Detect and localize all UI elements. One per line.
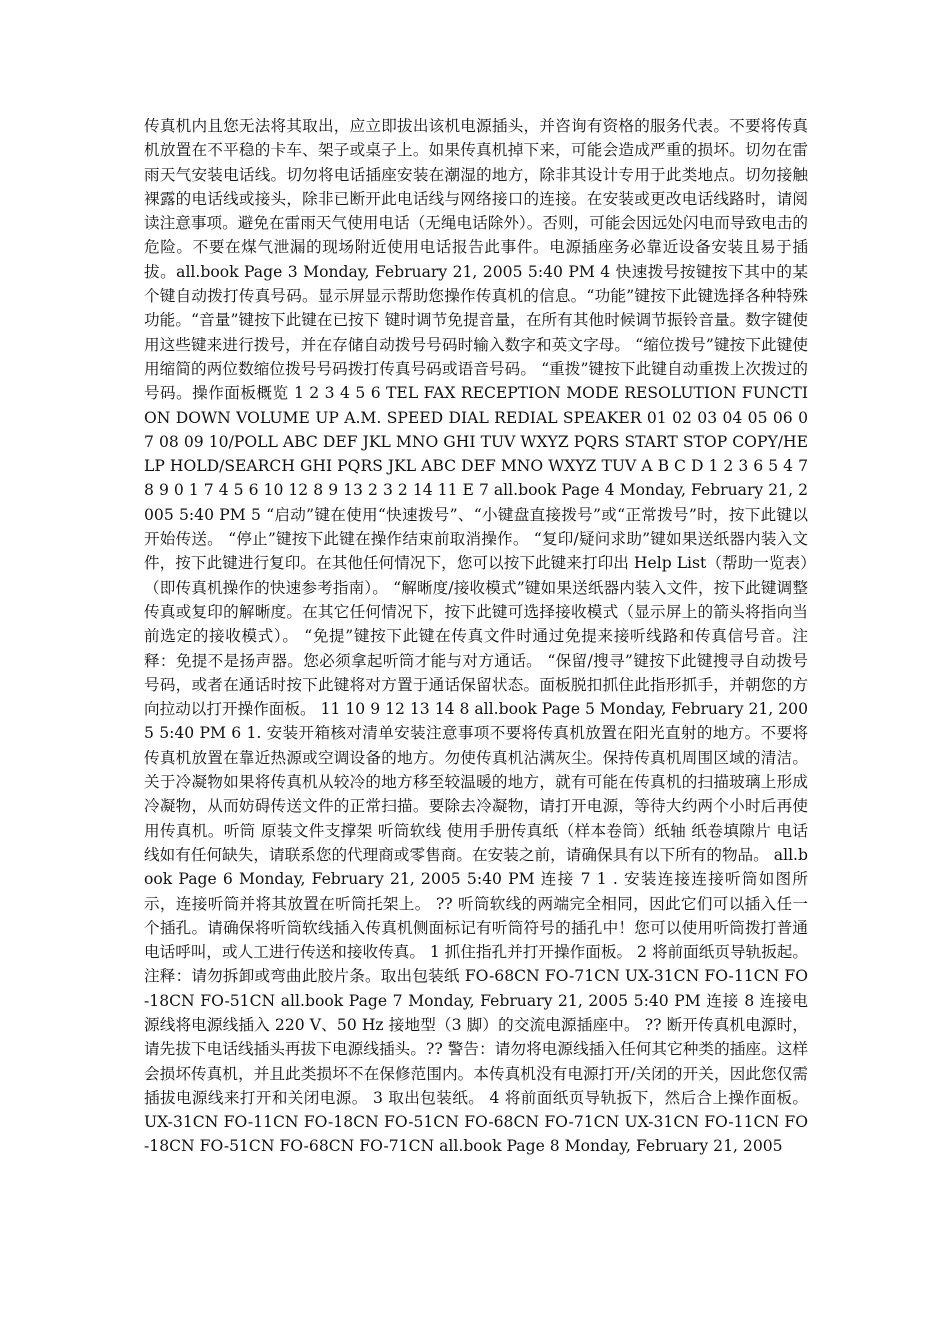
body-paragraph: 传真机内且您无法将其取出，应立即拔出该机电源插头，并咨询有资格的服务代表。不要将传真机放置在不平稳的卡车、架子或桌子上。如果传真机掉下来，可能会造成严重的损坏。切勿在雷雨天气安装电话线。切勿将电话插座安装在潮湿的地方，除非其设计专用于此类地点。切勿接触裸露的电话线或接头，除非已断开此电话线与网络接口的连接。在安装或更改电话线路时，请阅读注意事项。避免在雷雨天气使用电话（无绳电话除外）。否则，可能会因远处闪电而导致电击的危险。不要在煤气泄漏的现场附近使用电话报告此事件。电源插座务必靠近设备安装且易于插拔。all.book Page 3 Monday, February 21, 2005 5:40 PM 4 快速拨号按键按下其中的某个键自动拨打传真号码。显示屏显示帮助您操作传真机的信息。“功能”键按下此键选择各种特殊功能。“音量”键按下此键在已按下 键时调节免提音量，在所有其他时候调节振铃音量。数字键使用这些键来进行拨号，并在存储自动拨号号码时输入数字和英文字母。 “缩位拨号”键按下此键使用缩简的两位数缩位拨号号码拨打传真号码或语音号码。 “重拨”键按下此键自动重拨上次拨过的号码。操作面板概览 1 2 3 4 5 6 TEL FAX RECEPTION MODE RESOLUTION FUNCTION DOWN VOLUME UP A.M. SPEED DIAL REDIAL SPEAKER 01 02 03 04 05 06 07 08 09 10/POLL ABC DEF JKL MNO GHI TUV WXYZ PQRS START STOP COPY/HELP HOLD/SEARCH GHI PQRS JKL ABC DEF MNO WXYZ TUV A B C D 1 2 3 6 5 4 7 8 9 0 1 7 4 5 6 10 12 8 9 13 2 3 2 14 11 E 7 all.book Page 4 Monday, February 21, 2005 5:40 PM 5 “启动”键在使用“快速拨号”、“小键盘直接拨号”或“正常拨号”时，按下此键以开始传送。 “停止”键按下此键在操作结束前取消操作。 “复印/疑问求助”键如果送纸器内装入文件，按下此键进行复印。在其他任何情况下，您可以按下此键来打印出 Help List（帮助一览表）（即传真机操作的快速参考指南）。 “解晰度/接收模式”键如果送纸器内装入文件，按下此键调整传真或复印的解晰度。在其它任何情况下，按下此键可选择接收模式（显示屏上的箭头将指向当前选定的接收模式）。 “免提”键按下此键在传真文件时通过免提来接听线路和传真信号音。注释：免提不是扬声器。您必须拿起听筒才能与对方通话。 “保留/搜寻”键按下此键搜寻自动拨号号码，或者在通话时按下此键将对方置于通话保留状态。面板脱扣抓住此指形抓手，并朝您的方向拉动以打开操作面板。 11 10 9 12 13 14 8 all.book Page 5 Monday, February 21, 2005 5:40 PM 6 1. 安装开箱核对清单安装注意事项不要将传真机放置在阳光直射的地方。不要将传真机放置在靠近热源或空调设备的地方。勿使传真机沾满灰尘。保持传真机周围区域的清洁。关于冷凝物如果将传真机从较冷的地方移至较温暖的地方，就有可能在传真机的扫描玻璃上形成冷凝物，从而妨碍传送文件的正常扫描。要除去冷凝物，请打开电源，等待大约两个小时后再使用传真机。听筒 原装文件支撑架 听筒软线 使用手册传真纸（样本卷筒）纸轴 纸卷填隙片 电话线如有任何缺失，请联系您的代理商或零售商。在安装之前，请确保具有以下所有的物品。 all.book Page 6 Monday, February 21, 2005 5:40 PM 连接 7 1 . 安装连接连接听筒如图所示，连接听筒并将其放置在听筒托架上。 ?? 听筒软线的两端完全相同，因此它们可以插入任一个插孔。请确保将听筒软线插入传真机侧面标记有听筒符号的插孔中！您可以使用听筒拨打普通电话呼叫，或人工进行传送和接收传真。 1 抓住指孔并打开操作面板。 2 将前面纸页导轨扳起。注释：请勿拆卸或弯曲此胶片条。取出包装纸 FO-68CN FO-71CN UX-31CN FO-11CN FO-18CN FO-51CN all.book Page 7 Monday, February 21, 2005 5:40 PM 连接 8 连接电源线将电源线插入 220 V、50 Hz 接地型（3 脚）的交流电源插座中。 ?? 断开传真机电源时，请先拔下电话线插头再拔下电源线插头。?? 警告：请勿将电源线插入任何其它种类的插座。这样会损坏传真机，并且此类损坏不在保修范围内。本传真机没有电源打开/关闭的开关，因此您仅需插拔电源线来打开和关闭电源。 3 取出包装纸。 4 将前面纸页导轨扳下，然后合上操作面板。 UX-31CN FO-11CN FO-18CN FO-51CN FO-68CN FO-71CN UX-31CN FO-11CN FO-18CN FO-51CN FO-68CN FO-71CN all.book Page 8 Monday, February 21, 2005 <box>144 117 808 1156</box>
body-text-block <box>144 114 808 1159</box>
